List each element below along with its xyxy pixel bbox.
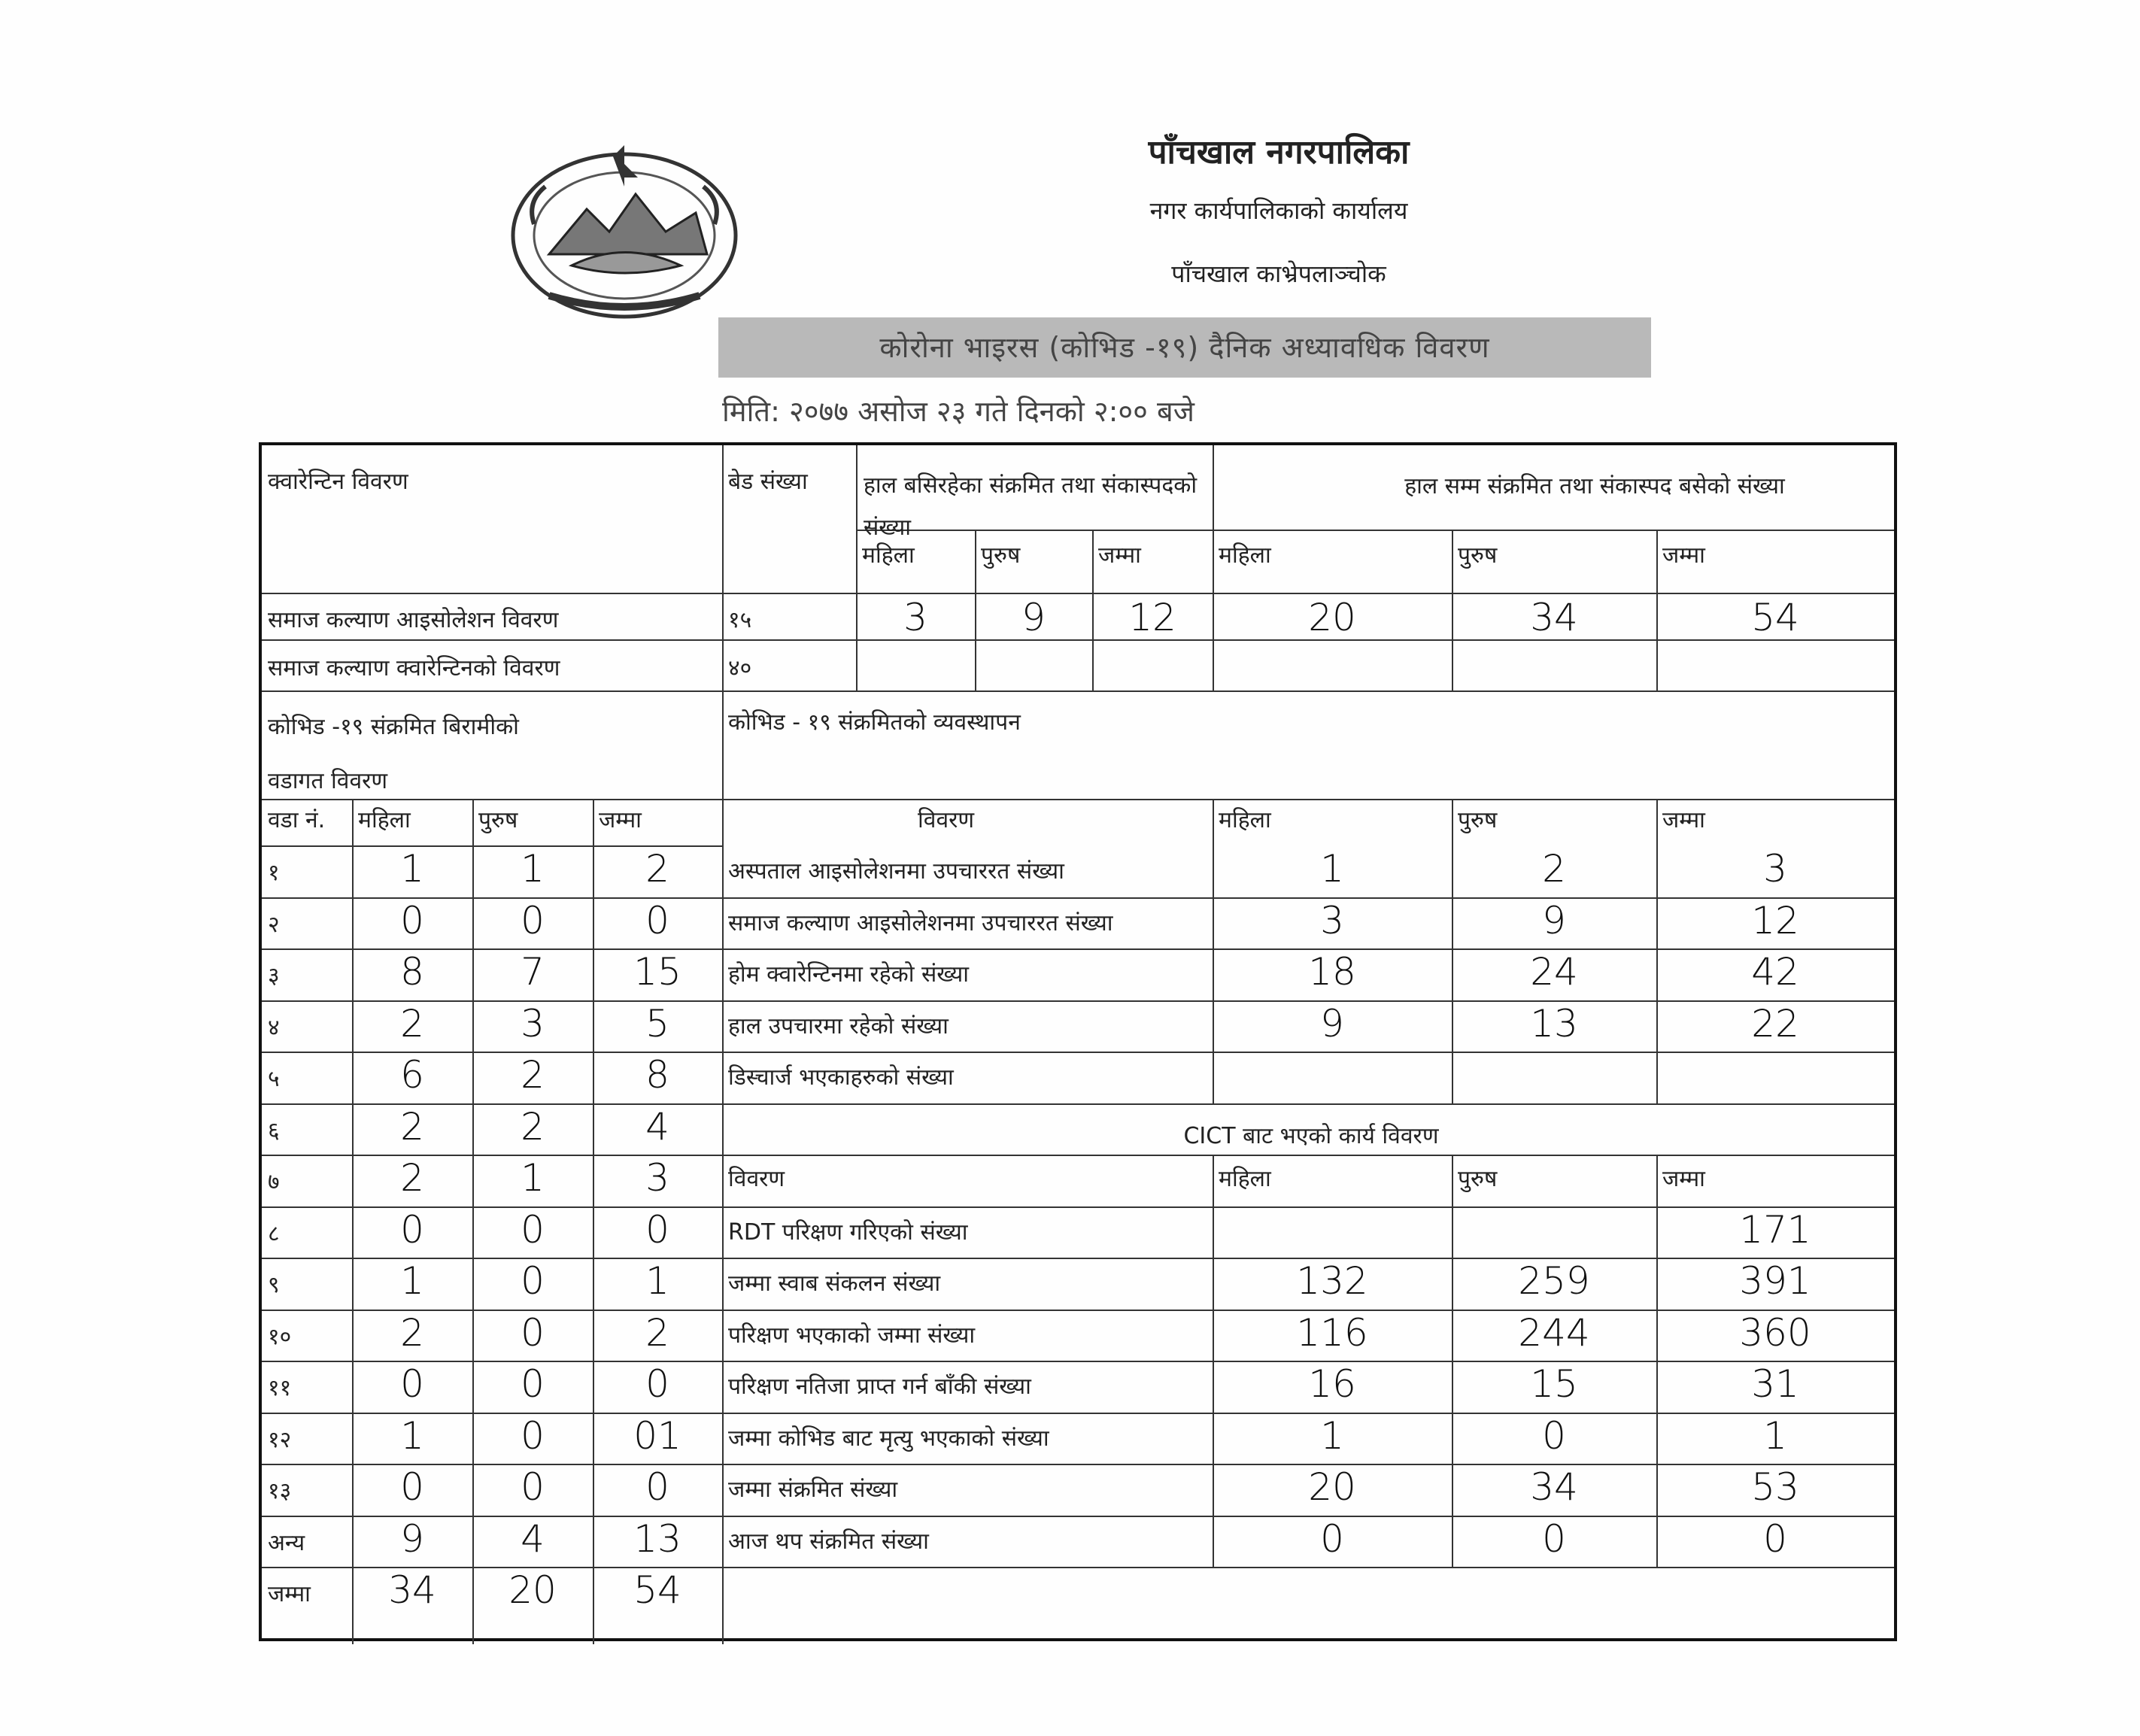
cict-row-label: जम्मा स्वाब संकलन संख्या — [728, 1270, 941, 1297]
ward-value: 1 — [400, 1413, 424, 1458]
ward-value: 1 — [521, 847, 545, 891]
cict-value: 15 — [1530, 1362, 1578, 1406]
ward-value: 9 — [400, 1516, 424, 1561]
ward-number: २ — [268, 911, 280, 938]
management-row-label: समाज कल्याण आइसोलेशनमा उपचाररत संख्या — [728, 909, 1113, 936]
cict-value: 0 — [1542, 1516, 1566, 1561]
ward-value: 0 — [645, 1207, 669, 1252]
cict-value: 116 — [1296, 1310, 1368, 1355]
cict-value: 0 — [1320, 1516, 1344, 1561]
grid-line — [856, 445, 858, 690]
sub-header-male: पुरुष — [981, 542, 1021, 569]
ward-value: 4 — [645, 1104, 669, 1149]
ward-number: १ — [268, 860, 280, 886]
cict-row-label: जम्मा कोभिड बाट मृत्यु भएकाको संख्या — [728, 1425, 1049, 1452]
quarantine-value: 54 — [1751, 596, 1799, 639]
ward-total-label: जम्मा — [268, 1581, 311, 1607]
ward-header-0: वडा नं. — [268, 807, 326, 833]
ward-value: 2 — [400, 1310, 424, 1355]
ward-value: 0 — [400, 1207, 424, 1252]
sub-header-female: महिला — [1219, 542, 1271, 569]
ward-header-2: पुरुष — [478, 807, 518, 833]
quarantine-value: 12 — [1128, 596, 1176, 639]
management-header-0: विवरण — [918, 807, 975, 833]
management-value: 22 — [1751, 1001, 1799, 1046]
ward-value: 0 — [400, 1362, 424, 1406]
ward-number: १२ — [268, 1426, 292, 1453]
ward-value: 1 — [521, 1156, 545, 1200]
grid-line — [262, 799, 1894, 800]
cict-value: 0 — [1542, 1413, 1566, 1458]
cict-header-1: महिला — [1219, 1166, 1271, 1192]
management-header-2: पुरुष — [1458, 807, 1498, 833]
cict-row-label: जम्मा संक्रमित संख्या — [728, 1477, 898, 1503]
quarantine-row-label: समाज कल्याण क्वारेन्टिनको विवरण — [268, 655, 560, 681]
management-value: 3 — [1763, 847, 1787, 891]
ward-value: 13 — [633, 1516, 681, 1561]
cict-header-0: विवरण — [728, 1166, 785, 1192]
ward-number: ९ — [268, 1272, 280, 1298]
ward-value: 8 — [645, 1053, 669, 1097]
cict-value: 16 — [1308, 1362, 1356, 1406]
management-value: 18 — [1308, 950, 1356, 994]
report-title-banner: कोरोना भाइरस (कोभिड -१९) दैनिक अध्यावधिक विवरण — [718, 317, 1651, 378]
ward-title-line2: वडागत विवरण — [268, 768, 388, 794]
cict-value: 244 — [1518, 1310, 1590, 1355]
grid-line — [722, 1052, 1894, 1053]
cict-title: CICT बाट भएको कार्य विवरण — [1183, 1123, 1439, 1149]
management-row-label: अस्पताल आइसोलेशनमा उपचाररत संख्या — [728, 858, 1064, 885]
cict-value: 34 — [1530, 1465, 1578, 1509]
ward-value: 5 — [645, 1001, 669, 1046]
ward-value: 0 — [521, 898, 545, 942]
cict-value: 171 — [1739, 1207, 1811, 1252]
grid-line — [262, 690, 1894, 692]
ward-value: 2 — [400, 1104, 424, 1149]
organization-address: पाँचखाल काभ्रेपलाञ्चोक — [1171, 259, 1386, 288]
ward-value: 6 — [400, 1053, 424, 1097]
grid-line — [262, 639, 1894, 641]
grid-line — [262, 593, 1894, 594]
ward-value: 01 — [633, 1413, 681, 1458]
ward-value: 0 — [400, 898, 424, 942]
cict-header-3: जम्मा — [1662, 1166, 1705, 1192]
management-row-label: डिस्चार्ज भएकाहरुको संख्या — [728, 1064, 954, 1091]
cict-value: 259 — [1518, 1259, 1590, 1303]
ward-value: 3 — [645, 1156, 669, 1200]
management-value: 24 — [1530, 950, 1578, 994]
office-name: नगर कार्यपालिकाको कार्यालय — [1149, 196, 1408, 225]
total-occupancy-header: हाल सम्म संक्रमित तथा संकास्पद बसेको संख्या — [1404, 473, 1785, 499]
cict-row-label: परिक्षण नतिजा प्राप्त गर्न बाँकी संख्या — [728, 1373, 1031, 1400]
quarantine-label: क्वारेन्टिन विवरण — [268, 469, 408, 495]
ward-value: 2 — [400, 1001, 424, 1046]
management-header-1: महिला — [1219, 807, 1271, 833]
ward-value: 0 — [521, 1465, 545, 1509]
ward-value: 0 — [645, 898, 669, 942]
quarantine-value: 3 — [903, 596, 927, 639]
ward-value: 2 — [521, 1104, 545, 1149]
ward-number: ७ — [268, 1169, 280, 1195]
management-value: 9 — [1542, 898, 1566, 942]
sub-header-total: जम्मा — [1098, 542, 1141, 569]
ward-value: 7 — [521, 950, 545, 994]
ward-value: 0 — [521, 1259, 545, 1303]
cict-value: 0 — [1763, 1516, 1787, 1561]
management-value: 1 — [1320, 847, 1344, 891]
ward-value: 2 — [400, 1156, 424, 1200]
cict-value: 53 — [1751, 1465, 1799, 1509]
sub-header-total: जम्मा — [1662, 542, 1705, 569]
grid-line — [722, 1103, 1894, 1105]
quarantine-value: 34 — [1530, 596, 1578, 639]
report-date: मिति: २०७७ असोज २३ गते दिनको २:०० बजे — [722, 395, 1194, 428]
ward-number: अन्य — [268, 1529, 305, 1556]
ward-title-line1: कोभिड -१९ संक्रमित बिरामीको — [268, 714, 519, 740]
ward-value: 0 — [645, 1362, 669, 1406]
ward-header-1: महिला — [358, 807, 411, 833]
quarantine-value: 9 — [1021, 596, 1046, 639]
cict-value: 1 — [1763, 1413, 1787, 1458]
ward-value: 8 — [400, 950, 424, 994]
ward-number: ११ — [268, 1375, 292, 1401]
ward-header-3: जम्मा — [599, 807, 642, 833]
ward-value: 0 — [645, 1465, 669, 1509]
ward-total-value: 54 — [633, 1568, 681, 1612]
cict-row-label: RDT परिक्षण गरिएको संख्या — [728, 1219, 968, 1246]
ward-number: ८ — [268, 1220, 280, 1247]
management-value: 13 — [1530, 1001, 1578, 1046]
management-value: 2 — [1542, 847, 1566, 891]
ward-total-value: 34 — [388, 1568, 436, 1612]
ward-value: 4 — [521, 1516, 545, 1561]
management-value: 42 — [1751, 950, 1799, 994]
beds-count: ४० — [728, 655, 752, 681]
management-value: 12 — [1751, 898, 1799, 942]
grid-line — [722, 445, 724, 690]
sub-header-male: पुरुष — [1458, 542, 1498, 569]
cict-row-label: आज थप संक्रमित संख्या — [728, 1528, 929, 1555]
management-value: 9 — [1320, 1001, 1344, 1046]
ward-value: 3 — [521, 1001, 545, 1046]
quarantine-value: 20 — [1308, 596, 1356, 639]
cict-header-2: पुरुष — [1458, 1166, 1498, 1192]
ward-value: 2 — [645, 1310, 669, 1355]
cict-value: 391 — [1739, 1259, 1811, 1303]
ward-value: 0 — [521, 1310, 545, 1355]
ward-value: 0 — [400, 1465, 424, 1509]
covid-report-table — [259, 442, 1897, 1641]
ward-value: 2 — [645, 847, 669, 891]
cict-row-label: परिक्षण भएकाको जम्मा संख्या — [728, 1322, 976, 1349]
management-row-label: हाल उपचारमा रहेको संख्या — [728, 1012, 949, 1039]
management-title: कोभिड - १९ संक्रमितको व्यवस्थापन — [728, 709, 1021, 736]
ward-total-value: 20 — [508, 1568, 557, 1612]
ward-number: ५ — [268, 1066, 280, 1092]
beds-header: बेड संख्या — [728, 469, 808, 495]
grid-line — [722, 1155, 1894, 1156]
beds-count: १५ — [728, 607, 752, 633]
cict-value: 132 — [1296, 1259, 1368, 1303]
grid-line — [722, 690, 724, 1644]
current-occupancy-header: हाल बसिरहेका संक्रमित तथा संकास्पदको संख्या — [864, 472, 1197, 541]
ward-value: 15 — [633, 950, 681, 994]
sub-header-female: महिला — [862, 542, 915, 569]
ward-value: 1 — [400, 847, 424, 891]
ward-value: 0 — [521, 1362, 545, 1406]
ward-number: ३ — [268, 963, 280, 989]
ward-value: 1 — [400, 1259, 424, 1303]
cict-value: 360 — [1739, 1310, 1811, 1355]
ward-number: १० — [268, 1323, 292, 1350]
cict-value: 31 — [1751, 1362, 1799, 1406]
ward-value: 1 — [645, 1259, 669, 1303]
management-row-label: होम क्वारेन्टिनमा रहेको संख्या — [728, 961, 969, 988]
emblem-logo — [504, 141, 745, 322]
ward-value: 0 — [521, 1207, 545, 1252]
ward-number: १३ — [268, 1478, 292, 1504]
grid-line — [722, 1567, 1894, 1568]
ward-number: ६ — [268, 1117, 280, 1144]
quarantine-row-label: समाज कल्याण आइसोलेशन विवरण — [268, 607, 559, 633]
cict-value: 1 — [1320, 1413, 1344, 1458]
ward-number: ४ — [268, 1014, 280, 1041]
ward-value: 0 — [521, 1413, 545, 1458]
management-header-3: जम्मा — [1662, 807, 1705, 833]
cict-value: 20 — [1308, 1465, 1356, 1509]
management-value: 3 — [1320, 898, 1344, 942]
organization-name: पाँचखाल नगरपालिका — [1148, 133, 1410, 171]
ward-value: 2 — [521, 1053, 545, 1097]
